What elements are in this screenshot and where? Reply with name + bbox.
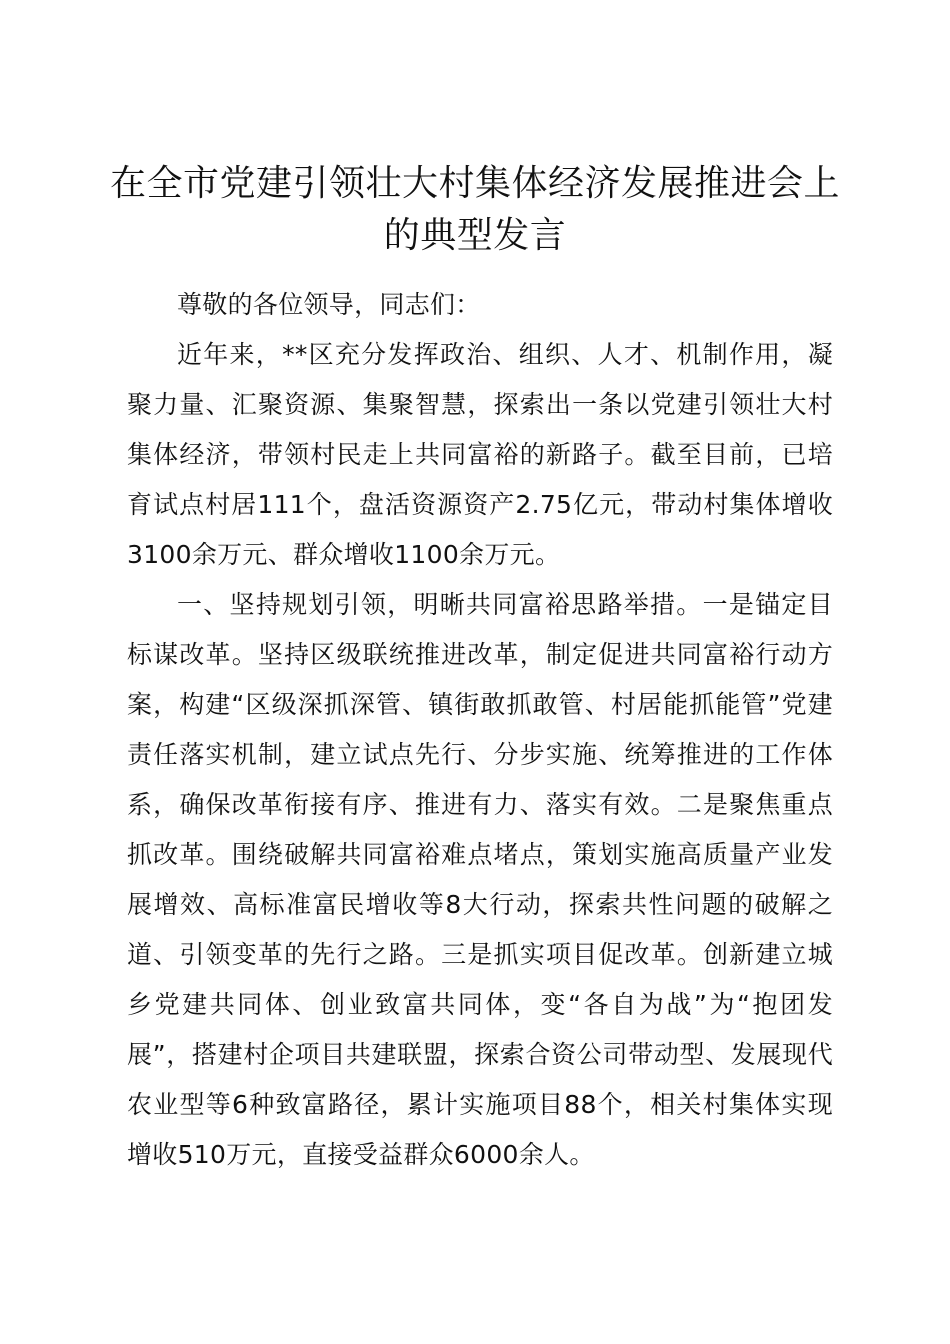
salutation: 尊敬的各位领导，同志们： [177, 290, 481, 319]
document-title: 在全市党建引领壮大村集体经济发展推进会上的典型发言 [110, 163, 841, 256]
paragraph-intro [127, 330, 833, 580]
section-1-heading: 一、坚持规划引领，明晰共同富裕思路举措。 [177, 590, 703, 619]
document-body [127, 280, 833, 1180]
section-1-text: 一是锚定目标谋改革。坚持区级联统推进改革，制定促进共同富裕行动方案，构建“区级深抓深管、镇街敢抓敢管、村居能抓能管”党建责任落实机制，建立试点先行、分步实施、统筹推进的工作体系，确保改革衔接有序、推进有力、落实有效。二是聚焦重点抓改革。围绕破解共同富裕难点堵点，策划实施高质量产业发展增效、高标准富民增收等8大行动，探索共性问题的破解之道、引领变革的先行之路。三是抓实项目促改革。创新建立城乡党建共同体、创业致富共同体，变“各自为战”为“抱团发展”，搭建村企项目共建联盟，探索合资公司带动型、发展现代农业型等6种致富路径，累计实施项目88个，相关村集体实现增收510万元，直接受益群众6000余人。 [127, 590, 833, 1169]
paragraph-intro-text: 近年来，**区充分发挥政治、组织、人才、机制作用，凝聚力量、汇聚资源、集聚智慧，探索出一条以党建引领壮大村集体经济，带领村民走上共同富裕的新路子。截至目前，已培育试点村居111个，盘活资源资产2.75亿元，带动村集体增收3100余万元、群众增收1100余万元。 [127, 340, 833, 569]
paragraph-section-1 [127, 580, 833, 1180]
